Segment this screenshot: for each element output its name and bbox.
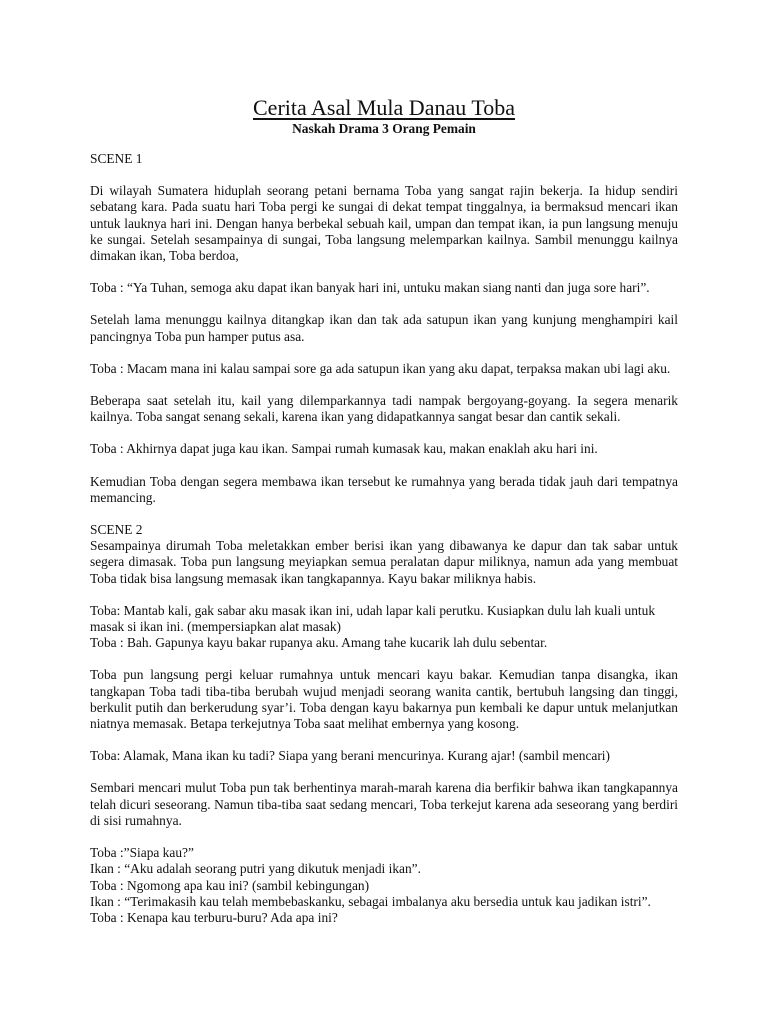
document-subtitle: Naskah Drama 3 Orang Pemain	[292, 121, 476, 136]
document-title: Cerita Asal Mula Danau Toba	[253, 95, 515, 120]
dialogue-line: Toba : Ngomong apa kau ini? (sambil kebingungan)	[90, 877, 370, 893]
paragraph-intro: Di wilayah Sumatera hiduplah seorang petani bernama Toba yang sangat rajin bekerja. Ia hidup sendiri sebatang kara. Pada suatu hari Toba pergi ke sungai di dekat tempat tinggalnya, ia bermaksud mencari ikan untuk lauknya hari ini. Dengan hanya berbekal sebuah kail, umpan dan tempat ikan, ia pun langsung menuju ke sungai. Setelah sesampainya di sungai, Toba langsung melemparkan kailnya. Sambil menunggu kailnya dimakan ikan, Toba berdoa,	[90, 183, 678, 264]
dialogue-toba-cooking: Toba: Mantab kali, gak sabar aku masak ikan ini, udah lapar kali perutku. Kusiapkan dulu lah kuali untuk masak si ikan ini. (mempersiapkan alat masak)	[90, 602, 656, 635]
dialogue-toba-happy: Toba : Akhirnya dapat juga kau ikan. Sampai rumah kumasak kau, makan enaklah aku hari ini.	[90, 441, 598, 457]
paragraph-go-home: Kemudian Toba dengan segera membawa ikan tersebut ke rumahnya yang berada tidak jauh dari tempatnya memancing.	[90, 473, 678, 505]
dialogue-toba-prayer: Toba : “Ya Tuhan, semoga aku dapat ikan banyak hari ini, untuku makan siang nanti dan juga sore hari”.	[90, 280, 650, 296]
paragraph-catch: Beberapa saat setelah itu, kail yang dilemparkannya tadi nampak bergoyang-goyang. Ia segera menarik kailnya. Toba sangat senang sekali, karena ikan yang didapatkannya sangat besar dan cantik sekali.	[90, 393, 678, 425]
dialogue-toba-firewood: Toba : Bah. Gapunya kayu bakar rupanya aku. Amang tahe kucarik lah dulu sebentar.	[90, 635, 548, 651]
dialogue-line: Toba : Kenapa kau terburu-buru? Ada apa ini?	[90, 909, 338, 925]
dialogue-line: Ikan : “Terimakasih kau telah membebaskanku, sebagai imbalanya aku bersedia untuk kau jadikan istri”.	[90, 893, 651, 909]
paragraph-waiting: Setelah lama menunggu kailnya ditangkap ikan dan tak ada satupun ikan yang kunjung menghampiri kail pancingnya Toba pun hamper putus asa.	[90, 312, 678, 344]
paragraph-searching: Sembari mencari mulut Toba pun tak berhentinya marah-marah karena dia berfikir bahwa ikan tangkapannya telah dicuri seseorang. Namun tiba-tiba saat sedang mencari, Toba terkejut karena ada seseorang yang berdiri di sisi rumahnya.	[90, 780, 678, 828]
dialogue-toba-alamak: Toba: Alamak, Mana ikan ku tadi? Siapa yang berani mencurinya. Kurang ajar! (sambil mencari)	[90, 748, 610, 764]
dialogue-line: Ikan : “Aku adalah seorang putri yang dikutuk menjadi ikan”.	[90, 861, 421, 877]
dialogue-line: Toba :”Siapa kau?”	[90, 845, 194, 861]
dialogue-block-cooking	[90, 603, 678, 652]
document-page	[90, 95, 678, 942]
scene-2-heading: SCENE 2	[90, 522, 143, 538]
paragraph-transformation: Toba pun langsung pergi keluar rumahnya untuk mencari kayu bakar. Kemudian tanpa disangka, ikan tangkapan Toba tadi tiba-tiba berubah wujud menjadi seorang wanita cantik, bertubuh langsing dan tinggi, berkulit putih dan berkerudung syar’i. Toba dengan kayu bakarnya pun kembali ke dapur untuk melanjutkan niatnya memasak. Betapa terkejutnya Toba saat melihat embernya yang kosong.	[90, 667, 678, 732]
scene-1-heading: SCENE 1	[90, 151, 143, 166]
paragraph-at-home: Sesampainya dirumah Toba meletakkan ember berisi ikan yang dibawanya ke dapur dan tak sabar untuk segera dimasak. Toba pun langsung meyiapkan semua peralatan dapur miliknya, namun ada yang membuat Toba tidak bisa langsung memasak ikan tangkapannya. Kayu bakar miliknya habis.	[90, 538, 678, 586]
dialogue-block-meeting	[90, 845, 678, 926]
dialogue-toba-despair: Toba : Macam mana ini kalau sampai sore ga ada satupun ikan yang aku dapat, terpaksa makan ubi lagi aku.	[90, 360, 671, 376]
